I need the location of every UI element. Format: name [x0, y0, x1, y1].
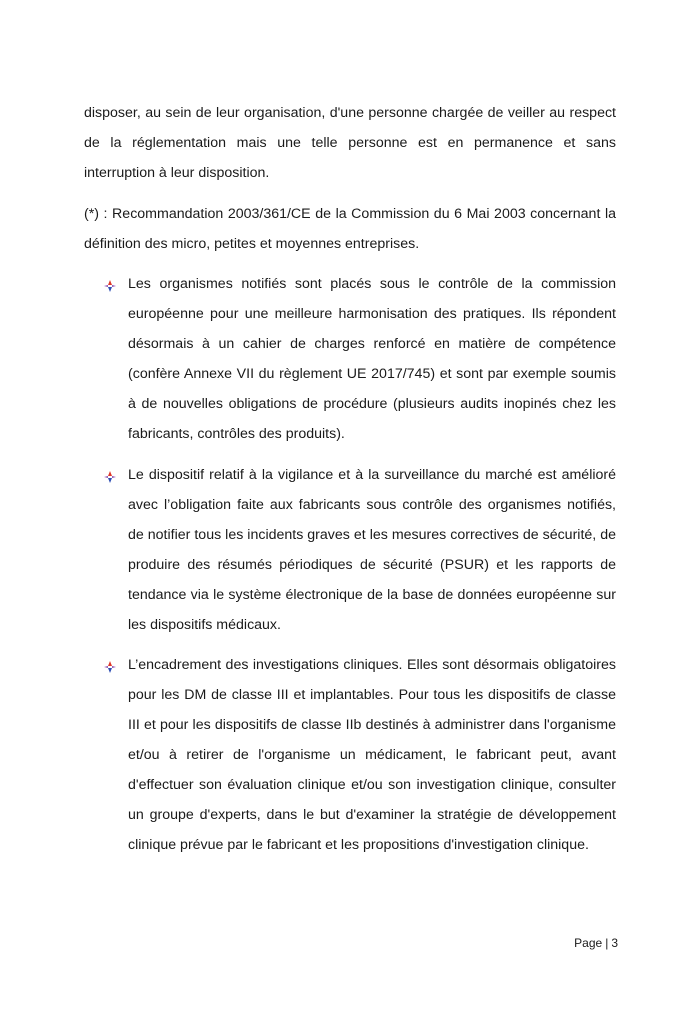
body-paragraph: disposer, au sein de leur organisation, d'une personne chargée de veiller au respect de la réglementation mais une telle personne est en permanence et sans interruption à leur disposition. — [84, 105, 616, 181]
page-number: 3 — [611, 936, 618, 950]
bullet-text: L’encadrement des investigations cliniques. Elles sont désormais obligatoires pour les DM de classe III et implantables. Pour tous les dispositifs de classe III et pour les dispositifs de classe IIb destinés à administrer dans l'organisme et/ou à retirer de l'organisme un médicament, le fabricant peut, avant d'effectuer son évaluation clinique et/ou son investigation clinique, consulter un groupe d'experts, dans le but d'examiner la stratégie de développement clinique prévue par le fabricant et les propositions d'investigation clinique. — [128, 657, 616, 853]
page-label: Page — [574, 936, 603, 950]
page-separator: | — [605, 936, 609, 950]
arrow-bullet-icon — [104, 471, 116, 483]
bullet-text: Les organismes notifiés sont placés sous le contrôle de la commission européenne pour une meilleure harmonisation des pratiques. Ils répondent désormais à un cahier de charges renforcé en matière de compétence (confère Annexe VII du règlement UE 2017/745) et sont par exemple soumis à de nouvelles obligations de procédure (plusieurs audits inopinés chez les fabricants, contrôles des produits). — [128, 276, 616, 442]
page-footer — [540, 934, 618, 952]
arrow-bullet-icon — [104, 280, 116, 292]
footnote-paragraph: (*) : Recommandation 2003/361/CE de la Commission du 6 Mai 2003 concernant la définition des micro, petites et moyennes entreprises. — [84, 206, 616, 252]
arrow-bullet-icon — [104, 661, 116, 673]
bullet-text: Le dispositif relatif à la vigilance et à la surveillance du marché est amélioré avec l’obligation faite aux fabricants sous contrôle des organismes notifiés, de notifier tous les incidents graves et les mesures correctives de sécurité, de produire des résumés périodiques de sécurité (PSUR) et les rapports de tendance via le système électronique de la base de données européenne sur les dispositifs médicaux. — [128, 467, 616, 633]
